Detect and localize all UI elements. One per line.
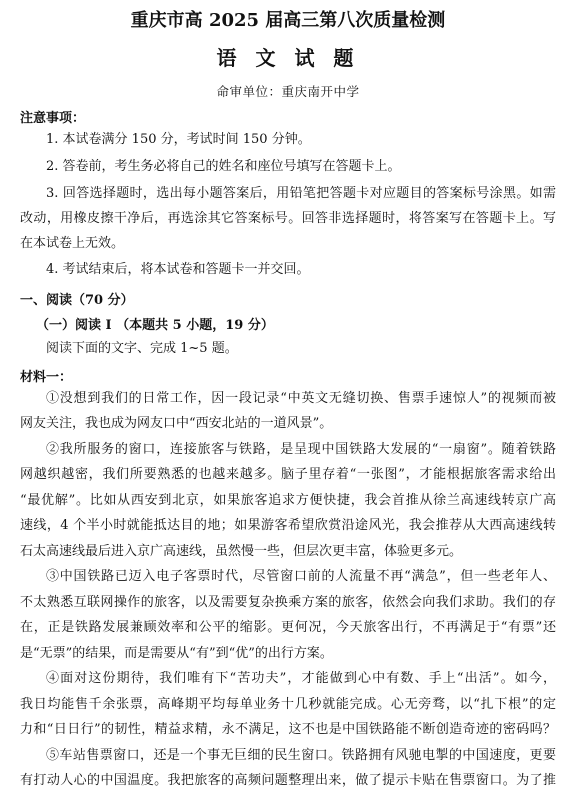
passage-line: “最优解”。比如从西安到北京，如果旅客追求方便快捷，我会首推从徐兰高速线转京广高 (20, 493, 556, 508)
author-unit: 命审单位：重庆南开中学 (216, 84, 360, 99)
notice-line: 2. 答卷前，考生务必将自己的姓名和座位号填写在答题卡上。 (46, 159, 401, 174)
passage-line: 网友关注，我也成为网友口中“西安北站的一道风景”。 (20, 416, 333, 431)
exam-title: 重庆市高 2025 届高三第八次质量检测 (130, 10, 446, 31)
passage-line: ⑤车站售票窗口，还是一个事无巨细的民生窗口。铁路拥有风驰电掣的中国速度，更要 (46, 748, 556, 763)
passage-line: 我日均能售千余张票，高峰期平均每单业务十几秒就能完成。心无旁骛，以“扎下根”的定 (20, 697, 556, 712)
passage-line: 速线，4 个半小时就能抵达目的地；如果游客希望欣赏沿途风光，我会推荐从大西高速线转 (20, 518, 556, 533)
instruction: 阅读下面的文字、完成 1~5 题。 (46, 341, 238, 356)
passage-line: ①没想到我们的日常工作，因一段记录“中英文无缝切换、售票手速惊人”的视频而被 (46, 391, 556, 406)
passage-line: 石太高速线最后进入京广高速线，虽然慢一些，但层次更丰富，体验更多元。 (20, 544, 463, 559)
notice-line: 在本试卷上无效。 (20, 236, 125, 251)
passage-line: 力和“日日行”的韧性，精益求精，永不满足，这不也是中国铁路能不断创造奇迹的密码吗？ (20, 722, 556, 737)
subject-title: 语 文 试 题 (216, 46, 360, 70)
notice-line: 1. 本试卷满分 150 分，考试时间 150 分钟。 (46, 132, 311, 147)
material-label: 材料一： (20, 370, 73, 385)
passage-line: ④面对这份期待，我们唯有下“苦功夫”，才能做到心中有数、手上“出活”。如今， (46, 671, 556, 686)
notice-line: 改动，用橡皮擦干净后，再选涂其它答案标号。回答非选择题时，将答案写在答题卡上。写 (20, 211, 556, 226)
passage-line: 有打动人心的中国温度。我把旅客的高频问题整理出来，做了提示卡贴在售票窗口。为了推 (20, 773, 556, 788)
sub-section-heading: （一）阅读 I （本题共 5 小题，19 分） (36, 318, 274, 333)
passage-line: ③中国铁路已迈入电子客票时代，尽管窗口前的人流量不再“满急”，但一些老年人、 (46, 569, 556, 584)
notice-heading: 注意事项： (20, 111, 86, 126)
passage-line: 不太熟悉互联网操作的旅客，以及需要复杂换乘方案的旅客，依然会向我们求助。我们的存 (20, 595, 556, 610)
passage-line: 是“无票”的结果，而是需要从“有”到“优”的出行方案。 (20, 646, 333, 661)
passage-line: ②我所服务的窗口，连接旅客与铁路，是呈现中国铁路大发展的“一扇窗”。随着铁路 (46, 442, 556, 457)
passage-line: 在，正是铁路发展兼顾效率和公平的缩影。更何况，今天旅客出行，不再满足于“有票”还 (20, 620, 556, 635)
passage-line: 网越织越密，我们所要熟悉的也越来越多。脑子里存着“一张图”，才能根据旅客需求给出 (20, 467, 556, 482)
notice-line: 3. 回答选择题时，选出每小题答案后，用铅笔把答题卡对应题目的答案标号涂黑。如需 (46, 186, 556, 201)
section-heading: 一、阅读（70 分） (20, 293, 134, 308)
notice-line: 4. 考试结束后，将本试卷和答题卡一并交回。 (46, 262, 310, 277)
